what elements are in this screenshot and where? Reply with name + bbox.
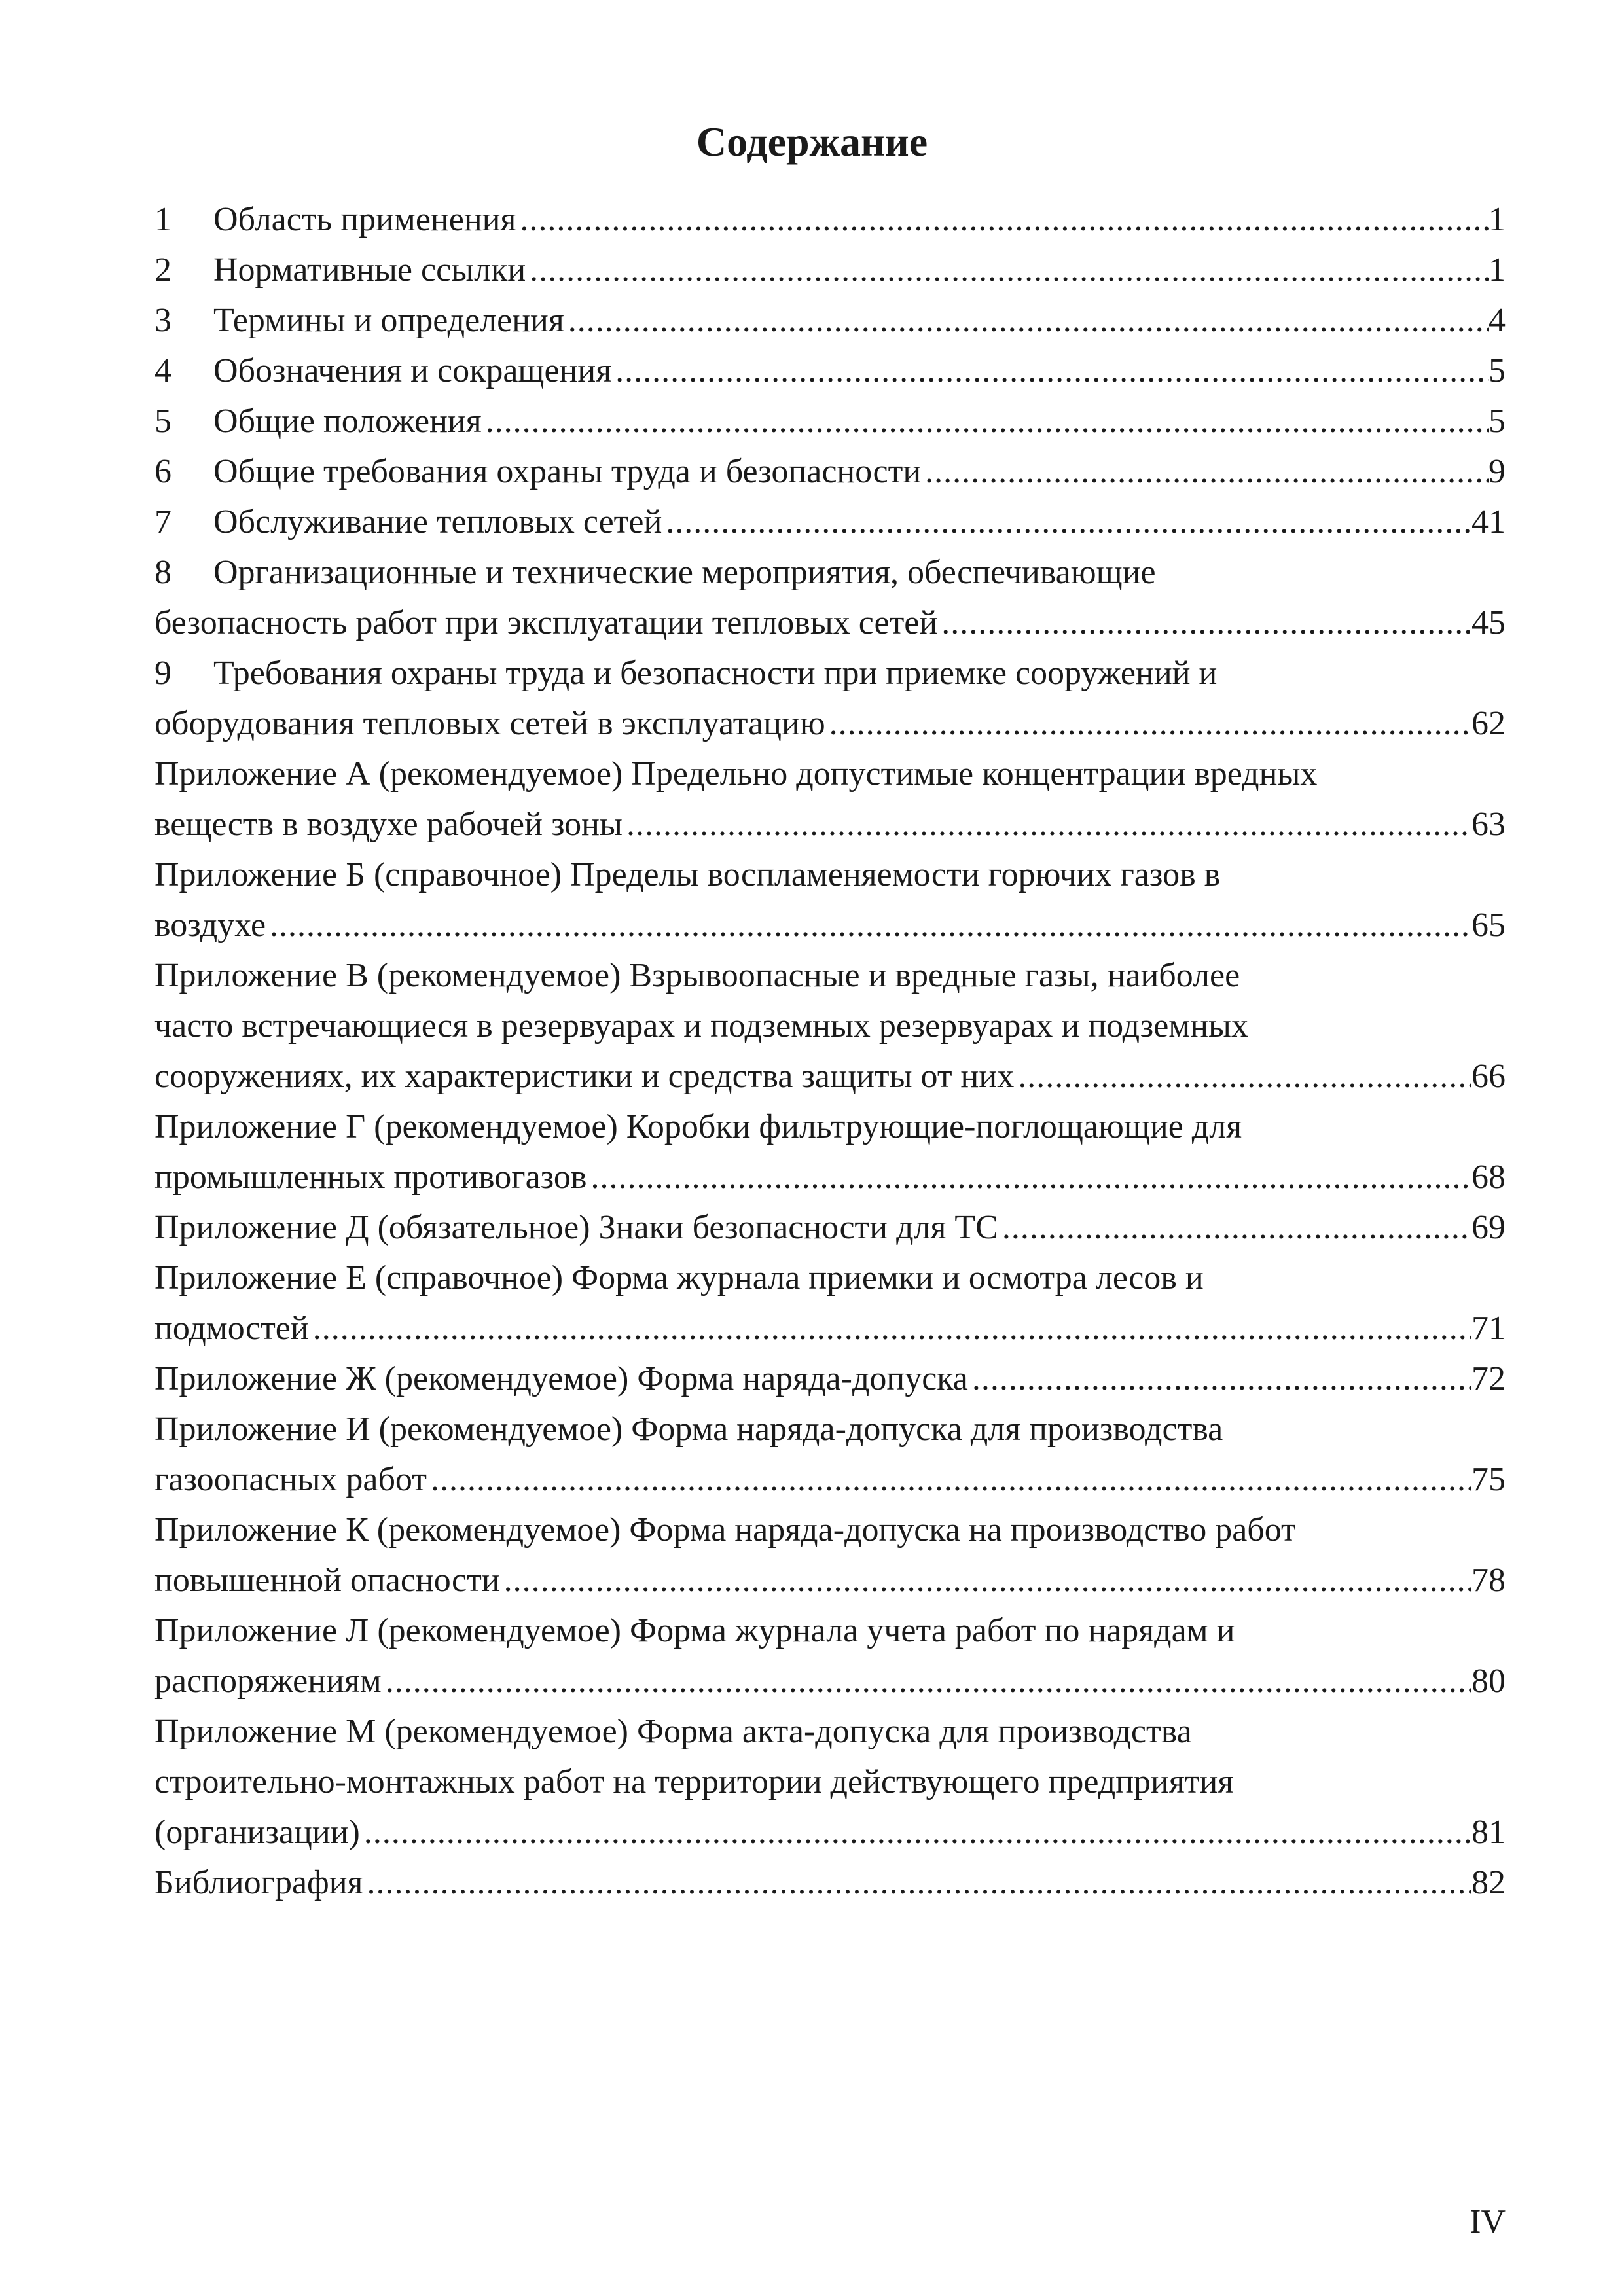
toc-entry-line xyxy=(154,1404,1506,1454)
toc-entry-line xyxy=(154,749,1506,799)
toc-entry-number: 8 xyxy=(154,554,171,591)
toc-page-number: 80 xyxy=(1471,1662,1506,1700)
dot-leader xyxy=(921,446,1489,497)
toc-page-number: 72 xyxy=(1471,1360,1506,1397)
toc-entry-label: Приложение Ж (рекомендуемое) Форма наряда-допуска xyxy=(154,1360,968,1397)
toc-entry-text xyxy=(154,1505,1296,1555)
toc-entry-line xyxy=(154,1505,1506,1555)
toc-page-number: 62 xyxy=(1471,705,1506,742)
toc-entry-label: Приложение В (рекомендуемое) Взрывоопасные и вредные газы, наиболее xyxy=(154,957,1240,994)
toc-entry-text xyxy=(154,1253,1204,1303)
toc-entry-label: Область применения xyxy=(213,201,516,238)
toc-entry-text xyxy=(154,1001,1248,1051)
toc-entry-text xyxy=(154,194,516,245)
toc-entry-text xyxy=(154,1051,1014,1102)
dot-leader xyxy=(564,295,1489,346)
dot-leader xyxy=(360,1807,1471,1857)
toc-entry-label: Приложение Г (рекомендуемое) Коробки фильтрующие-поглощающие для xyxy=(154,1108,1242,1145)
toc-entry-text xyxy=(154,850,1220,900)
toc-entry-line xyxy=(154,1757,1506,1807)
toc-entry-number: 6 xyxy=(154,453,171,490)
dot-leader xyxy=(611,346,1489,396)
dot-leader xyxy=(500,1555,1471,1605)
toc-entry-line xyxy=(154,1857,1506,1908)
toc-entry-text xyxy=(154,1757,1233,1807)
dot-leader xyxy=(516,194,1489,245)
toc-entry-label: Приложение М (рекомендуемое) Форма акта-допуска для производства xyxy=(154,1713,1192,1750)
toc-entry-text xyxy=(154,900,266,950)
toc-entry-line xyxy=(154,1706,1506,1757)
toc-entry-text xyxy=(154,446,921,497)
toc-entry-line xyxy=(154,446,1506,497)
toc-page-number: 1 xyxy=(1489,201,1506,238)
toc-entry-label: подмостей xyxy=(154,1310,309,1347)
dot-leader xyxy=(482,396,1489,446)
dot-leader xyxy=(1014,1051,1471,1102)
dot-leader xyxy=(363,1857,1471,1908)
toc-entry-line xyxy=(154,1001,1506,1051)
toc-entry-label: безопасность работ при эксплуатации тепловых сетей xyxy=(154,604,938,641)
toc-entry-line xyxy=(154,1051,1506,1102)
dot-leader xyxy=(825,698,1471,749)
toc-entry-label: Приложение А (рекомендуемое) Предельно допустимые концентрации вредных xyxy=(154,755,1318,793)
toc-entry-text xyxy=(154,1857,363,1908)
toc-entry-text xyxy=(154,1404,1223,1454)
toc-entry-label: Общие положения xyxy=(213,403,482,440)
dot-leader xyxy=(382,1656,1471,1706)
toc-entry-line xyxy=(154,698,1506,749)
toc-entry-label: Обслуживание тепловых сетей xyxy=(213,503,662,541)
toc-entry-label: Приложение Е (справочное) Форма журнала приемки и осмотра лесов и xyxy=(154,1259,1204,1297)
toc-entry-line xyxy=(154,1202,1506,1253)
toc-entry-line xyxy=(154,950,1506,1001)
dot-leader xyxy=(662,497,1471,547)
dot-leader xyxy=(586,1152,1471,1202)
toc-entry-label: газоопасных работ xyxy=(154,1461,427,1498)
page-number: IV xyxy=(1470,2203,1506,2240)
toc-entry-line xyxy=(154,295,1506,346)
toc-page-number: 65 xyxy=(1471,906,1506,944)
toc-entry-line xyxy=(154,1102,1506,1152)
toc-page-number: 66 xyxy=(1471,1058,1506,1095)
toc-entry-line xyxy=(154,1152,1506,1202)
toc-entry-text xyxy=(154,1102,1242,1152)
toc-page-number: 5 xyxy=(1489,403,1506,440)
toc-entry-label: Общие требования охраны труда и безопасности xyxy=(213,453,922,490)
toc-entry-text xyxy=(154,1656,382,1706)
toc-page-number: 71 xyxy=(1471,1310,1506,1347)
toc-entry-line xyxy=(154,1354,1506,1404)
toc-entry-label: веществ в воздухе рабочей зоны xyxy=(154,806,623,843)
toc-entry-text xyxy=(154,1605,1235,1656)
dot-leader xyxy=(427,1454,1471,1505)
toc-entry-number: 7 xyxy=(154,503,171,541)
toc-entry-label: распоряжениям xyxy=(154,1662,382,1700)
toc-entry-label: воздухе xyxy=(154,906,266,944)
toc-entry-label: оборудования тепловых сетей в эксплуатацию xyxy=(154,705,825,742)
toc-page-number: 5 xyxy=(1489,352,1506,389)
toc-entry-text xyxy=(154,547,1156,598)
toc-page-number: 41 xyxy=(1471,503,1506,541)
toc-entry-text xyxy=(154,648,1217,698)
table-of-contents xyxy=(154,194,1506,1908)
toc-entry-text xyxy=(154,497,662,547)
toc-entry-text xyxy=(154,749,1317,799)
toc-entry-number: 3 xyxy=(154,302,171,339)
dot-leader xyxy=(526,245,1489,295)
toc-entry-text xyxy=(154,346,611,396)
toc-page-number: 68 xyxy=(1471,1158,1506,1196)
toc-entry-line xyxy=(154,346,1506,396)
toc-entry-text xyxy=(154,950,1240,1001)
dot-leader xyxy=(623,799,1471,850)
dot-leader xyxy=(937,598,1471,648)
toc-entry-line xyxy=(154,497,1506,547)
toc-entry-text xyxy=(154,1555,500,1605)
toc-entry-number: 5 xyxy=(154,403,171,440)
toc-entry-label: Термины и определения xyxy=(213,302,564,339)
toc-entry-line xyxy=(154,1807,1506,1857)
toc-entry-label: промышленных противогазов xyxy=(154,1158,587,1196)
dot-leader xyxy=(998,1202,1471,1253)
toc-entry-number: 1 xyxy=(154,201,171,238)
toc-page-number: 81 xyxy=(1471,1814,1506,1851)
toc-entry-label: сооружениях, их характеристики и средства защиты от них xyxy=(154,1058,1015,1095)
toc-entry-text xyxy=(154,1303,309,1354)
toc-entry-text xyxy=(154,698,825,749)
toc-entry-text xyxy=(154,1706,1192,1757)
toc-entry-text xyxy=(154,295,564,346)
toc-entry-number: 4 xyxy=(154,352,171,389)
toc-entry-text xyxy=(154,799,623,850)
toc-entry-line xyxy=(154,1253,1506,1303)
toc-entry-text xyxy=(154,1354,968,1404)
toc-entry-line xyxy=(154,1605,1506,1656)
toc-entry-label: повышенной опасности xyxy=(154,1562,500,1599)
toc-entry-label: Приложение И (рекомендуемое) Форма наряда-допуска для производства xyxy=(154,1410,1223,1448)
toc-entry-line xyxy=(154,245,1506,295)
toc-entry-number: 2 xyxy=(154,251,171,289)
toc-entry-line xyxy=(154,1656,1506,1706)
toc-entry-line xyxy=(154,900,1506,950)
toc-page-number: 82 xyxy=(1471,1864,1506,1901)
toc-entry-line xyxy=(154,194,1506,245)
toc-entry-text xyxy=(154,1202,998,1253)
toc-entry-label: Приложение Д (обязательное) Знаки безопасности для ТС xyxy=(154,1209,998,1246)
toc-entry-line xyxy=(154,598,1506,648)
toc-entry-label: Организационные и технические мероприятия, обеспечивающие xyxy=(213,554,1156,591)
toc-entry-text xyxy=(154,1152,586,1202)
toc-entry-text xyxy=(154,1454,427,1505)
toc-entry-line xyxy=(154,1555,1506,1605)
page-title: Содержание xyxy=(696,118,928,165)
toc-entry-line xyxy=(154,396,1506,446)
toc-entry-text xyxy=(154,396,482,446)
toc-page-number: 63 xyxy=(1471,806,1506,843)
toc-entry-line xyxy=(154,799,1506,850)
toc-page-number: 1 xyxy=(1489,251,1506,289)
dot-leader xyxy=(968,1354,1471,1404)
toc-page-number: 75 xyxy=(1471,1461,1506,1498)
toc-entry-line xyxy=(154,547,1506,598)
toc-entry-label: (организации) xyxy=(154,1814,360,1851)
toc-page-number: 9 xyxy=(1489,453,1506,490)
toc-entry-label: Обозначения и сокращения xyxy=(213,352,612,389)
dot-leader xyxy=(266,900,1471,950)
toc-entry-text xyxy=(154,1807,360,1857)
toc-entry-text xyxy=(154,598,937,648)
toc-entry-label: Приложение К (рекомендуемое) Форма наряда-допуска на производство работ xyxy=(154,1511,1296,1549)
toc-entry-label: Требования охраны труда и безопасности при приемке сооружений и xyxy=(213,655,1218,692)
toc-page-number: 4 xyxy=(1489,302,1506,339)
toc-entry-label: Приложение Б (справочное) Пределы воспламеняемости горючих газов в xyxy=(154,856,1221,893)
toc-entry-line xyxy=(154,1454,1506,1505)
toc-entry-line xyxy=(154,850,1506,900)
toc-page-number: 69 xyxy=(1471,1209,1506,1246)
toc-entry-number: 9 xyxy=(154,655,171,692)
toc-entry-label: часто встречающиеся в резервуарах и подземных резервуарах и подземных xyxy=(154,1007,1248,1045)
dot-leader xyxy=(309,1303,1471,1354)
toc-entry-label: Библиография xyxy=(154,1864,363,1901)
toc-entry-label: Нормативные ссылки xyxy=(213,251,526,289)
toc-entry-label: Приложение Л (рекомендуемое) Форма журнала учета работ по нарядам и xyxy=(154,1612,1235,1649)
toc-entry-line xyxy=(154,648,1506,698)
toc-entry-line xyxy=(154,1303,1506,1354)
toc-page-number: 78 xyxy=(1471,1562,1506,1599)
toc-entry-label: строительно-монтажных работ на территории действующего предприятия xyxy=(154,1763,1234,1801)
toc-entry-text xyxy=(154,245,526,295)
toc-page-number: 45 xyxy=(1471,604,1506,641)
